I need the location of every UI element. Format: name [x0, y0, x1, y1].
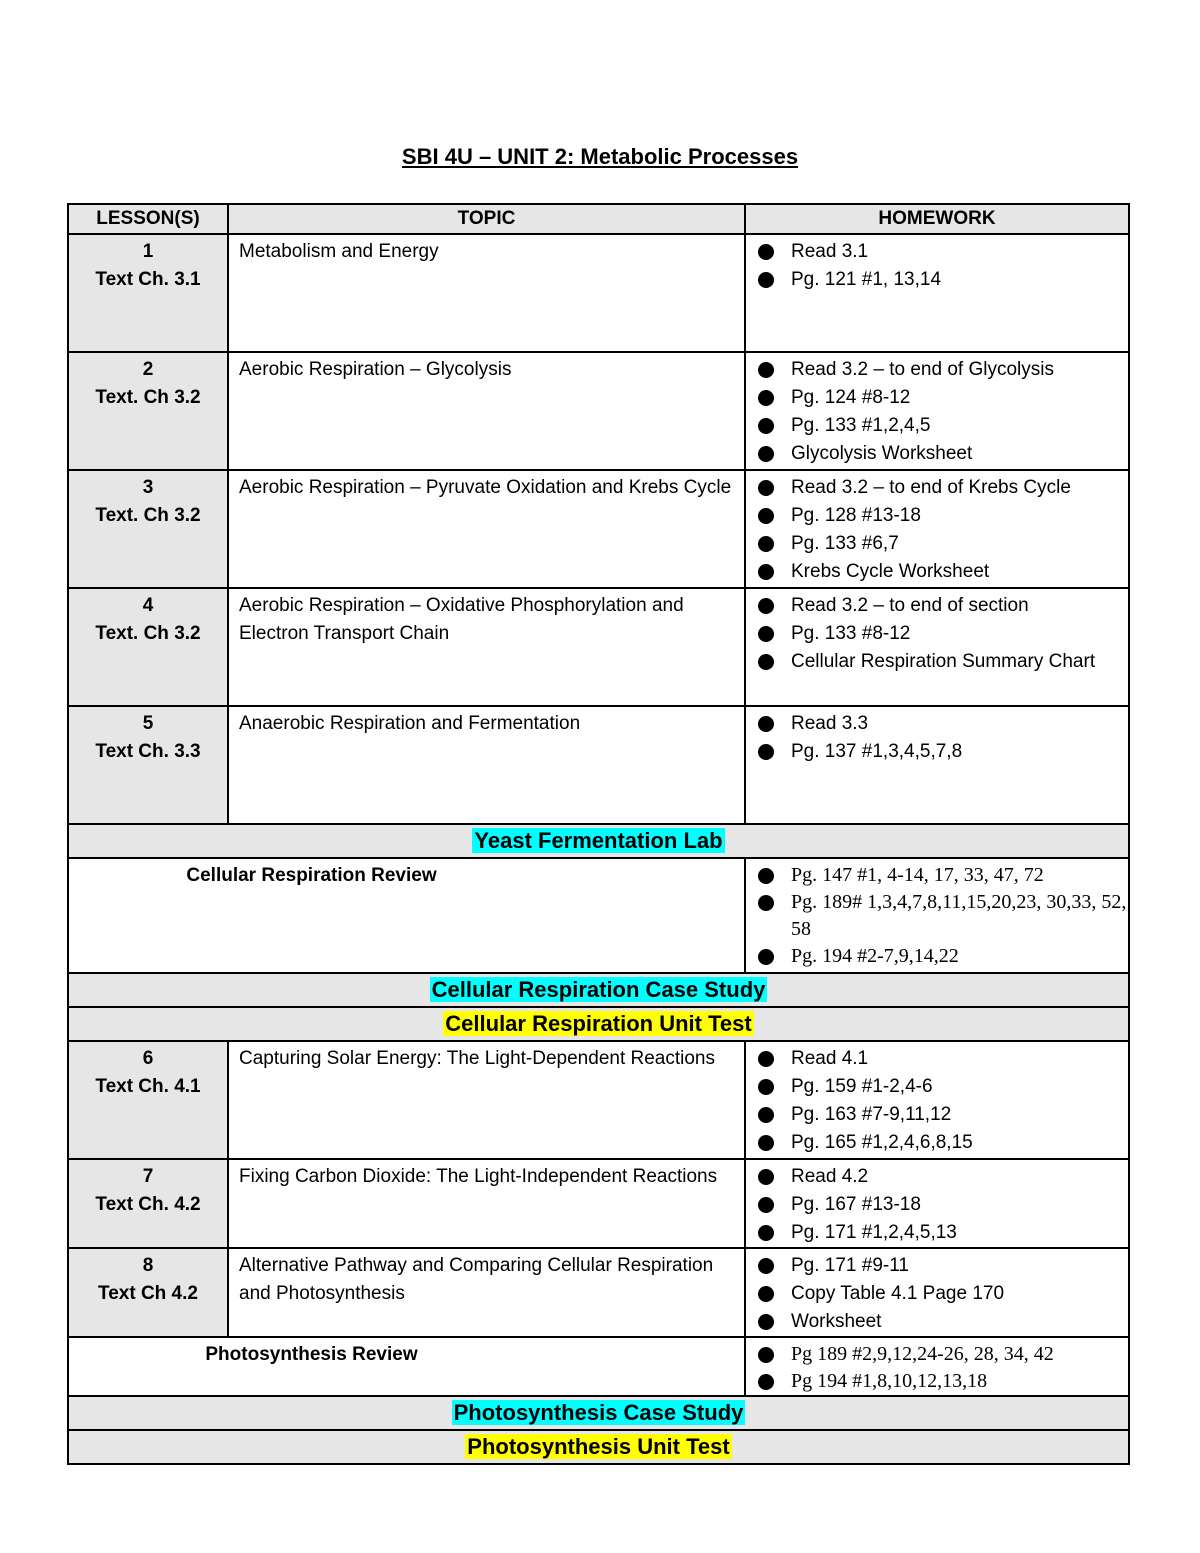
- lesson-row: [68, 234, 1129, 352]
- lesson-cell: [68, 352, 228, 470]
- lesson-text-ref: Text Ch. 4.1: [95, 1076, 201, 1097]
- lesson-text-ref: Text. Ch 3.2: [95, 387, 201, 408]
- lesson-cell: [68, 1159, 228, 1248]
- homework-item: Cellular Respiration Summary Chart: [756, 648, 1128, 676]
- homework-item: Krebs Cycle Worksheet: [756, 558, 1128, 586]
- topic-cell: Anaerobic Respiration and Fermentation: [228, 706, 745, 824]
- topic-header: TOPIC: [228, 204, 745, 234]
- banner-row: [68, 1396, 1129, 1430]
- banner-row: [68, 973, 1129, 1007]
- homework-item: Pg. 124 #8-12: [756, 384, 1128, 412]
- review-row: [68, 858, 1129, 973]
- topic-cell: Metabolism and Energy: [228, 234, 745, 352]
- lesson-number: 3: [142, 477, 154, 498]
- homework-item: Worksheet: [756, 1308, 1128, 1336]
- lesson-row: [68, 352, 1129, 470]
- topic-cell: Aerobic Respiration – Pyruvate Oxidation and Krebs Cycle: [228, 470, 745, 588]
- homework-cell: [745, 1041, 1129, 1159]
- homework-item: Pg. 171 #9-11: [756, 1252, 1128, 1280]
- homework-item: Copy Table 4.1 Page 170: [756, 1280, 1128, 1308]
- lesson-number: 1: [142, 241, 154, 262]
- topic-cell: Aerobic Respiration – Glycolysis: [228, 352, 745, 470]
- homework-item: Pg. 167 #13-18: [756, 1191, 1128, 1219]
- homework-item: Pg. 133 #1,2,4,5: [756, 412, 1128, 440]
- header-row: [68, 204, 1129, 234]
- homework-item: Pg. 121 #1, 13,14: [756, 266, 1128, 294]
- homework-cell: [745, 1248, 1129, 1337]
- topic-cell: Capturing Solar Energy: The Light-Dependent Reactions: [228, 1041, 745, 1159]
- lesson-cell: [68, 588, 228, 706]
- homework-cell: [745, 1159, 1129, 1248]
- homework-item: Pg 194 #1,8,10,12,13,18: [756, 1368, 1128, 1395]
- lesson-number: 4: [142, 595, 154, 616]
- page-title: SBI 4U – UNIT 2: Metabolic Processes: [401, 144, 799, 169]
- homework-item: Pg. 163 #7-9,11,12: [756, 1101, 1128, 1129]
- lesson-cell: [68, 470, 228, 588]
- homework-item: Pg 189 #2,9,12,24-26, 28, 34, 42: [756, 1341, 1128, 1368]
- homework-item: Pg. 194 #2-7,9,14,22: [756, 943, 1128, 970]
- homework-item: Read 4.2: [756, 1163, 1128, 1191]
- homework-cell: [745, 706, 1129, 824]
- cr-case-study-banner: Cellular Respiration Case Study: [431, 977, 766, 1002]
- lesson-cell: [68, 234, 228, 352]
- unit-schedule-table: [67, 203, 1130, 1465]
- homework-cell: [745, 470, 1129, 588]
- lesson-text-ref: Text Ch. 3.1: [95, 269, 201, 290]
- homework-cell: [745, 858, 1129, 973]
- homework-cell: [745, 1337, 1129, 1396]
- lesson-row: [68, 706, 1129, 824]
- lesson-text-ref: Text Ch. 3.3: [95, 741, 201, 762]
- lesson-text-ref: Text Ch. 4.2: [95, 1194, 201, 1215]
- homework-item: Read 4.1: [756, 1045, 1128, 1073]
- homework-item: Read 3.2 – to end of Krebs Cycle: [756, 474, 1128, 502]
- homework-item: Pg. 165 #1,2,4,6,8,15: [756, 1129, 1128, 1157]
- homework-cell: [745, 352, 1129, 470]
- homework-item: Read 3.2 – to end of Glycolysis: [756, 356, 1128, 384]
- banner-row: [68, 824, 1129, 858]
- photosynthesis-review-label: Photosynthesis Review: [68, 1337, 745, 1396]
- lesson-text-ref: Text. Ch 3.2: [95, 505, 201, 526]
- homework-item: Pg. 133 #8-12: [756, 620, 1128, 648]
- lesson-row: [68, 1041, 1129, 1159]
- homework-item: Read 3.3: [756, 710, 1128, 738]
- review-row: [68, 1337, 1129, 1396]
- lesson-number: 8: [142, 1255, 154, 1276]
- homework-item: Pg. 147 #1, 4-14, 17, 33, 47, 72: [756, 862, 1128, 889]
- topic-cell: Fixing Carbon Dioxide: The Light-Independent Reactions: [228, 1159, 745, 1248]
- banner-row: [68, 1430, 1129, 1464]
- homework-item: Pg. 159 #1-2,4-6: [756, 1073, 1128, 1101]
- homework-item: Read 3.1: [756, 238, 1128, 266]
- yeast-lab-banner: Yeast Fermentation Lab: [474, 828, 723, 853]
- lesson-cell: [68, 706, 228, 824]
- ps-unit-test-banner: Photosynthesis Unit Test: [467, 1434, 730, 1459]
- topic-cell: Alternative Pathway and Comparing Cellular Respiration and Photosynthesis: [228, 1248, 745, 1337]
- lesson-number: 2: [142, 359, 154, 380]
- homework-item: Pg. 189# 1,3,4,7,8,11,15,20,23, 30,33, 52, 58: [756, 889, 1128, 943]
- banner-row: [68, 1007, 1129, 1041]
- lesson-header: LESSON(S): [68, 204, 228, 234]
- lesson-number: 6: [142, 1048, 154, 1069]
- homework-item: Pg. 133 #6,7: [756, 530, 1128, 558]
- lesson-number: 5: [142, 713, 154, 734]
- cr-unit-test-banner: Cellular Respiration Unit Test: [445, 1011, 752, 1036]
- homework-header: HOMEWORK: [745, 204, 1129, 234]
- lesson-number: 7: [142, 1166, 154, 1187]
- lesson-row: [68, 470, 1129, 588]
- homework-item: Pg. 171 #1,2,4,5,13: [756, 1219, 1128, 1247]
- homework-cell: [745, 234, 1129, 352]
- lesson-text-ref: Text. Ch 3.2: [95, 623, 201, 644]
- lesson-row: [68, 588, 1129, 706]
- homework-item: Pg. 137 #1,3,4,5,7,8: [756, 738, 1128, 766]
- homework-item: Pg. 128 #13-18: [756, 502, 1128, 530]
- lesson-text-ref: Text Ch 4.2: [98, 1283, 198, 1304]
- topic-cell: Aerobic Respiration – Oxidative Phosphorylation and Electron Transport Chain: [228, 588, 745, 706]
- lesson-row: [68, 1159, 1129, 1248]
- homework-item: Read 3.2 – to end of section: [756, 592, 1128, 620]
- homework-cell: [745, 588, 1129, 706]
- ps-case-study-banner: Photosynthesis Case Study: [453, 1400, 744, 1425]
- lesson-row: [68, 1248, 1129, 1337]
- lesson-cell: [68, 1248, 228, 1337]
- cellular-review-label: Cellular Respiration Review: [68, 858, 745, 973]
- lesson-cell: [68, 1041, 228, 1159]
- homework-item: Glycolysis Worksheet: [756, 440, 1128, 468]
